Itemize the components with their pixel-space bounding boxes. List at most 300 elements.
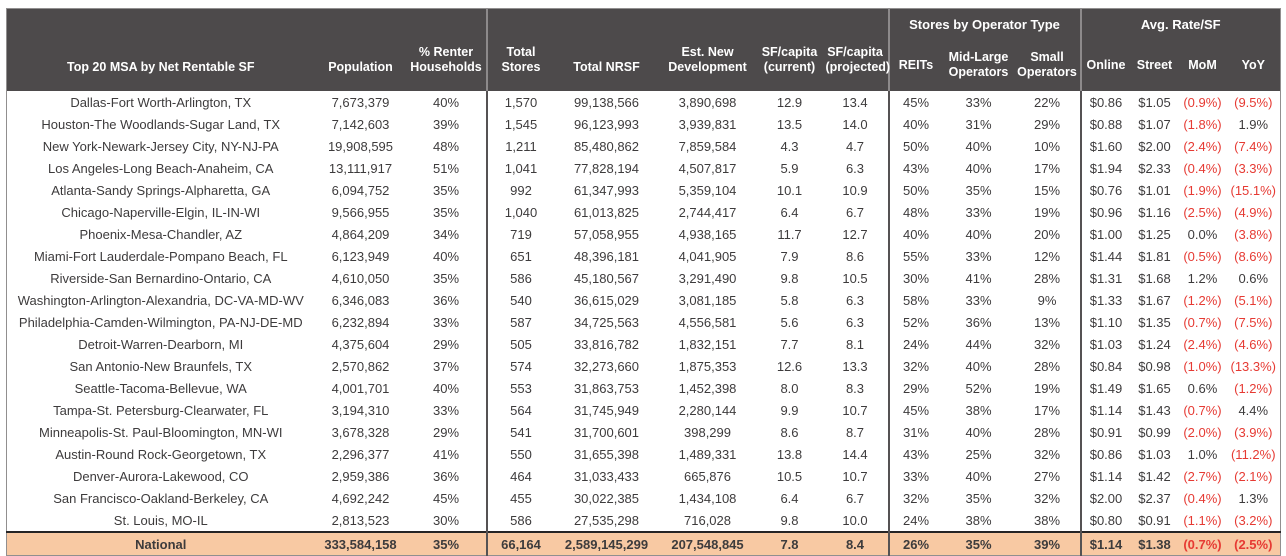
cell-total-nrsf: 30,022,385 bbox=[555, 487, 659, 509]
cell-rate-mom: (2.4%) bbox=[1179, 135, 1227, 157]
cell-rate-mom: (1.9%) bbox=[1179, 179, 1227, 201]
cell-total-nrsf: 99,138,566 bbox=[555, 91, 659, 113]
cell-total-nrsf: 36,615,029 bbox=[555, 289, 659, 311]
cell-sf-capita-current: 5.8 bbox=[757, 289, 823, 311]
group-header-avg-rate-sf: Avg. Rate/SF bbox=[1081, 9, 1281, 40]
cell-reits: 40% bbox=[889, 223, 943, 245]
cell-rate-mom: (1.1%) bbox=[1179, 509, 1227, 532]
cell-reits: 50% bbox=[889, 135, 943, 157]
cell-sf-capita-current: 13.8 bbox=[757, 443, 823, 465]
cell-rate-mom: (2.0%) bbox=[1179, 421, 1227, 443]
table-row bbox=[7, 465, 1281, 487]
cell-rate-mom: (0.9%) bbox=[1179, 91, 1227, 113]
table-row bbox=[7, 113, 1281, 135]
cell-rate-street: $1.42 bbox=[1131, 465, 1179, 487]
msa-storage-table bbox=[6, 8, 1280, 556]
cell-total-nrsf: 96,123,993 bbox=[555, 113, 659, 135]
col-header-small-operators: Small Operators bbox=[1015, 39, 1081, 91]
cell-est-new-development: 3,081,185 bbox=[659, 289, 757, 311]
cell-pct-renter-households: 41% bbox=[407, 443, 487, 465]
cell-msa: Washington-Arlington-Alexandria, DC-VA-MD-WV bbox=[7, 289, 315, 311]
cell-total-nrsf: 61,013,825 bbox=[555, 201, 659, 223]
cell-rate-online: $1.60 bbox=[1081, 135, 1131, 157]
cell-total-nrsf: 34,725,563 bbox=[555, 311, 659, 333]
table-row bbox=[7, 421, 1281, 443]
cell-sf-capita-current: 9.8 bbox=[757, 509, 823, 532]
cell-population: 9,566,955 bbox=[315, 201, 407, 223]
group-header-stores-by-operator-type: Stores by Operator Type bbox=[889, 9, 1081, 40]
cell-rate-online: $1.10 bbox=[1081, 311, 1131, 333]
cell-small-operators: 32% bbox=[1015, 333, 1081, 355]
cell-total-nrsf: 31,655,398 bbox=[555, 443, 659, 465]
cell-mid-large-operators: 36% bbox=[943, 311, 1015, 333]
cell-est-new-development: 4,507,817 bbox=[659, 157, 757, 179]
table-row bbox=[7, 333, 1281, 355]
cell-est-new-development: 4,556,581 bbox=[659, 311, 757, 333]
cell-est-new-development: 1,832,151 bbox=[659, 333, 757, 355]
cell-est-new-development: 5,359,104 bbox=[659, 179, 757, 201]
cell-small-operators: 17% bbox=[1015, 399, 1081, 421]
cell-total-stores: 651 bbox=[487, 245, 555, 267]
table-row bbox=[7, 267, 1281, 289]
cell-reits: 45% bbox=[889, 91, 943, 113]
cell-population: 6,346,083 bbox=[315, 289, 407, 311]
cell-population: 7,673,379 bbox=[315, 91, 407, 113]
cell-msa: Austin-Round Rock-Georgetown, TX bbox=[7, 443, 315, 465]
cell-reits: 50% bbox=[889, 179, 943, 201]
cell-rate-street: $0.91 bbox=[1131, 509, 1179, 532]
cell-rate-online: $0.76 bbox=[1081, 179, 1131, 201]
cell-small-operators: 17% bbox=[1015, 157, 1081, 179]
cell-small-operators: 19% bbox=[1015, 377, 1081, 399]
cell-rate-yoy: 4.4% bbox=[1227, 399, 1281, 421]
cell-mid-large-operators: 35% bbox=[943, 179, 1015, 201]
cell-pct-renter-households: 37% bbox=[407, 355, 487, 377]
cell-rate-yoy: (7.4%) bbox=[1227, 135, 1281, 157]
cell-sf-capita-current: 11.7 bbox=[757, 223, 823, 245]
cell-sf-capita-projected: 8.1 bbox=[823, 333, 889, 355]
cell-est-new-development: 7,859,584 bbox=[659, 135, 757, 157]
cell-sf-capita-current: 5.9 bbox=[757, 157, 823, 179]
cell-rate-street: $1.05 bbox=[1131, 91, 1179, 113]
cell-rate-street: $1.68 bbox=[1131, 267, 1179, 289]
cell-total-stores: 1,211 bbox=[487, 135, 555, 157]
cell-est-new-development: 1,875,353 bbox=[659, 355, 757, 377]
cell-population: 2,813,523 bbox=[315, 509, 407, 532]
cell-rate-online: $0.80 bbox=[1081, 509, 1131, 532]
cell-small-operators: 32% bbox=[1015, 487, 1081, 509]
cell-sf-capita-current: 7.9 bbox=[757, 245, 823, 267]
cell-rate-mom: (0.7%) bbox=[1179, 532, 1227, 556]
cell-rate-street: $1.24 bbox=[1131, 333, 1179, 355]
cell-total-stores: 586 bbox=[487, 509, 555, 532]
cell-pct-renter-households: 36% bbox=[407, 465, 487, 487]
cell-rate-yoy: (3.3%) bbox=[1227, 157, 1281, 179]
cell-sf-capita-projected: 4.7 bbox=[823, 135, 889, 157]
table-row bbox=[7, 91, 1281, 113]
cell-msa: St. Louis, MO-IL bbox=[7, 509, 315, 532]
table-body bbox=[7, 91, 1281, 556]
cell-rate-yoy: (8.6%) bbox=[1227, 245, 1281, 267]
col-header-street: Street bbox=[1131, 39, 1179, 91]
cell-population: 3,678,328 bbox=[315, 421, 407, 443]
cell-rate-online: $2.00 bbox=[1081, 487, 1131, 509]
cell-mid-large-operators: 44% bbox=[943, 333, 1015, 355]
cell-sf-capita-projected: 8.7 bbox=[823, 421, 889, 443]
cell-pct-renter-households: 39% bbox=[407, 113, 487, 135]
cell-mid-large-operators: 52% bbox=[943, 377, 1015, 399]
cell-rate-mom: (1.0%) bbox=[1179, 355, 1227, 377]
cell-sf-capita-current: 13.5 bbox=[757, 113, 823, 135]
cell-population: 4,692,242 bbox=[315, 487, 407, 509]
cell-total-nrsf: 2,589,145,299 bbox=[555, 532, 659, 556]
cell-sf-capita-current: 9.9 bbox=[757, 399, 823, 421]
cell-population: 3,194,310 bbox=[315, 399, 407, 421]
cell-rate-yoy: (4.6%) bbox=[1227, 333, 1281, 355]
cell-rate-street: $1.03 bbox=[1131, 443, 1179, 465]
cell-small-operators: 19% bbox=[1015, 201, 1081, 223]
cell-rate-yoy: 1.9% bbox=[1227, 113, 1281, 135]
cell-rate-street: $1.43 bbox=[1131, 399, 1179, 421]
cell-rate-yoy: (7.5%) bbox=[1227, 311, 1281, 333]
cell-population: 7,142,603 bbox=[315, 113, 407, 135]
cell-sf-capita-projected: 10.0 bbox=[823, 509, 889, 532]
cell-rate-street: $2.33 bbox=[1131, 157, 1179, 179]
cell-rate-street: $1.16 bbox=[1131, 201, 1179, 223]
cell-reits: 33% bbox=[889, 465, 943, 487]
cell-est-new-development: 716,028 bbox=[659, 509, 757, 532]
cell-rate-mom: (1.2%) bbox=[1179, 289, 1227, 311]
cell-rate-mom: 1.2% bbox=[1179, 267, 1227, 289]
cell-total-stores: 550 bbox=[487, 443, 555, 465]
cell-pct-renter-households: 40% bbox=[407, 245, 487, 267]
cell-rate-online: $0.88 bbox=[1081, 113, 1131, 135]
cell-msa: Phoenix-Mesa-Chandler, AZ bbox=[7, 223, 315, 245]
cell-msa: New York-Newark-Jersey City, NY-NJ-PA bbox=[7, 135, 315, 157]
cell-est-new-development: 4,938,165 bbox=[659, 223, 757, 245]
cell-sf-capita-projected: 14.4 bbox=[823, 443, 889, 465]
cell-rate-yoy: (11.2%) bbox=[1227, 443, 1281, 465]
cell-pct-renter-households: 29% bbox=[407, 421, 487, 443]
table-row bbox=[7, 135, 1281, 157]
table-row bbox=[7, 245, 1281, 267]
cell-rate-mom: (0.4%) bbox=[1179, 157, 1227, 179]
cell-sf-capita-projected: 8.4 bbox=[823, 532, 889, 556]
cell-est-new-development: 2,744,417 bbox=[659, 201, 757, 223]
cell-population: 6,123,949 bbox=[315, 245, 407, 267]
cell-total-nrsf: 32,273,660 bbox=[555, 355, 659, 377]
cell-total-stores: 553 bbox=[487, 377, 555, 399]
table-row bbox=[7, 311, 1281, 333]
table-row bbox=[7, 509, 1281, 532]
cell-rate-mom: (1.8%) bbox=[1179, 113, 1227, 135]
cell-sf-capita-projected: 6.3 bbox=[823, 311, 889, 333]
data-table bbox=[6, 8, 1281, 556]
cell-total-stores: 541 bbox=[487, 421, 555, 443]
cell-rate-online: $1.31 bbox=[1081, 267, 1131, 289]
cell-total-stores: 719 bbox=[487, 223, 555, 245]
cell-rate-street: $1.01 bbox=[1131, 179, 1179, 201]
cell-est-new-development: 3,890,698 bbox=[659, 91, 757, 113]
cell-est-new-development: 3,291,490 bbox=[659, 267, 757, 289]
cell-total-stores: 505 bbox=[487, 333, 555, 355]
cell-rate-street: $1.38 bbox=[1131, 532, 1179, 556]
cell-rate-online: $1.49 bbox=[1081, 377, 1131, 399]
cell-est-new-development: 2,280,144 bbox=[659, 399, 757, 421]
cell-rate-yoy: (3.8%) bbox=[1227, 223, 1281, 245]
cell-msa: Atlanta-Sandy Springs-Alpharetta, GA bbox=[7, 179, 315, 201]
cell-sf-capita-projected: 10.5 bbox=[823, 267, 889, 289]
cell-mid-large-operators: 35% bbox=[943, 487, 1015, 509]
cell-msa: San Antonio-New Braunfels, TX bbox=[7, 355, 315, 377]
cell-rate-online: $0.86 bbox=[1081, 91, 1131, 113]
cell-small-operators: 9% bbox=[1015, 289, 1081, 311]
cell-sf-capita-projected: 6.7 bbox=[823, 201, 889, 223]
cell-rate-street: $0.99 bbox=[1131, 421, 1179, 443]
cell-population: 6,094,752 bbox=[315, 179, 407, 201]
cell-rate-online: $1.00 bbox=[1081, 223, 1131, 245]
cell-small-operators: 32% bbox=[1015, 443, 1081, 465]
cell-msa: Philadelphia-Camden-Wilmington, PA-NJ-DE-MD bbox=[7, 311, 315, 333]
cell-small-operators: 27% bbox=[1015, 465, 1081, 487]
col-header-mom: MoM bbox=[1179, 39, 1227, 91]
cell-rate-online: $0.91 bbox=[1081, 421, 1131, 443]
cell-rate-yoy: 1.3% bbox=[1227, 487, 1281, 509]
cell-total-stores: 66,164 bbox=[487, 532, 555, 556]
cell-sf-capita-projected: 10.7 bbox=[823, 465, 889, 487]
cell-small-operators: 28% bbox=[1015, 355, 1081, 377]
cell-total-nrsf: 31,033,433 bbox=[555, 465, 659, 487]
cell-mid-large-operators: 33% bbox=[943, 91, 1015, 113]
cell-total-nrsf: 31,863,753 bbox=[555, 377, 659, 399]
cell-sf-capita-current: 7.8 bbox=[757, 532, 823, 556]
cell-msa: Miami-Fort Lauderdale-Pompano Beach, FL bbox=[7, 245, 315, 267]
cell-population: 333,584,158 bbox=[315, 532, 407, 556]
cell-population: 2,959,386 bbox=[315, 465, 407, 487]
cell-pct-renter-households: 29% bbox=[407, 333, 487, 355]
cell-reits: 55% bbox=[889, 245, 943, 267]
cell-rate-online: $1.44 bbox=[1081, 245, 1131, 267]
cell-sf-capita-current: 4.3 bbox=[757, 135, 823, 157]
cell-pct-renter-households: 33% bbox=[407, 399, 487, 421]
col-header-pct-renter-households: % Renter Households bbox=[407, 9, 487, 92]
table-row bbox=[7, 179, 1281, 201]
cell-total-stores: 1,041 bbox=[487, 157, 555, 179]
cell-reits: 24% bbox=[889, 333, 943, 355]
cell-sf-capita-current: 10.5 bbox=[757, 465, 823, 487]
cell-reits: 32% bbox=[889, 487, 943, 509]
cell-rate-online: $0.96 bbox=[1081, 201, 1131, 223]
col-header-total-nrsf: Total NRSF bbox=[555, 9, 659, 92]
cell-small-operators: 12% bbox=[1015, 245, 1081, 267]
cell-sf-capita-projected: 13.4 bbox=[823, 91, 889, 113]
cell-population: 2,570,862 bbox=[315, 355, 407, 377]
cell-est-new-development: 1,489,331 bbox=[659, 443, 757, 465]
cell-est-new-development: 3,939,831 bbox=[659, 113, 757, 135]
cell-pct-renter-households: 36% bbox=[407, 289, 487, 311]
cell-total-stores: 1,570 bbox=[487, 91, 555, 113]
cell-mid-large-operators: 40% bbox=[943, 465, 1015, 487]
cell-rate-street: $1.67 bbox=[1131, 289, 1179, 311]
cell-reits: 45% bbox=[889, 399, 943, 421]
cell-rate-yoy: (3.2%) bbox=[1227, 509, 1281, 532]
cell-population: 2,296,377 bbox=[315, 443, 407, 465]
cell-est-new-development: 4,041,905 bbox=[659, 245, 757, 267]
cell-msa: Riverside-San Bernardino-Ontario, CA bbox=[7, 267, 315, 289]
cell-rate-street: $1.81 bbox=[1131, 245, 1179, 267]
cell-rate-mom: 1.0% bbox=[1179, 443, 1227, 465]
cell-total-nrsf: 48,396,181 bbox=[555, 245, 659, 267]
cell-reits: 58% bbox=[889, 289, 943, 311]
cell-msa: Denver-Aurora-Lakewood, CO bbox=[7, 465, 315, 487]
cell-population: 4,864,209 bbox=[315, 223, 407, 245]
table-row bbox=[7, 289, 1281, 311]
cell-sf-capita-current: 8.6 bbox=[757, 421, 823, 443]
cell-rate-street: $1.07 bbox=[1131, 113, 1179, 135]
cell-total-nrsf: 85,480,862 bbox=[555, 135, 659, 157]
cell-sf-capita-projected: 14.0 bbox=[823, 113, 889, 135]
cell-sf-capita-projected: 6.3 bbox=[823, 157, 889, 179]
cell-rate-online: $1.03 bbox=[1081, 333, 1131, 355]
cell-mid-large-operators: 40% bbox=[943, 157, 1015, 179]
col-header-population: Population bbox=[315, 9, 407, 92]
cell-rate-online: $0.86 bbox=[1081, 443, 1131, 465]
cell-rate-mom: 0.6% bbox=[1179, 377, 1227, 399]
cell-rate-street: $1.65 bbox=[1131, 377, 1179, 399]
cell-sf-capita-current: 5.6 bbox=[757, 311, 823, 333]
cell-est-new-development: 665,876 bbox=[659, 465, 757, 487]
cell-msa: San Francisco-Oakland-Berkeley, CA bbox=[7, 487, 315, 509]
cell-small-operators: 28% bbox=[1015, 421, 1081, 443]
cell-rate-mom: (0.7%) bbox=[1179, 399, 1227, 421]
col-header-msa: Top 20 MSA by Net Rentable SF bbox=[7, 9, 315, 92]
cell-rate-online: $1.33 bbox=[1081, 289, 1131, 311]
cell-rate-street: $1.25 bbox=[1131, 223, 1179, 245]
cell-rate-yoy: 0.6% bbox=[1227, 267, 1281, 289]
cell-total-nrsf: 27,535,298 bbox=[555, 509, 659, 532]
cell-rate-yoy: (2.1%) bbox=[1227, 465, 1281, 487]
cell-msa: Detroit-Warren-Dearborn, MI bbox=[7, 333, 315, 355]
cell-pct-renter-households: 34% bbox=[407, 223, 487, 245]
cell-small-operators: 13% bbox=[1015, 311, 1081, 333]
cell-mid-large-operators: 38% bbox=[943, 509, 1015, 532]
cell-small-operators: 15% bbox=[1015, 179, 1081, 201]
cell-rate-yoy: (1.2%) bbox=[1227, 377, 1281, 399]
cell-mid-large-operators: 25% bbox=[943, 443, 1015, 465]
cell-small-operators: 22% bbox=[1015, 91, 1081, 113]
cell-sf-capita-current: 9.8 bbox=[757, 267, 823, 289]
cell-mid-large-operators: 35% bbox=[943, 532, 1015, 556]
table-row bbox=[7, 355, 1281, 377]
group-header-row bbox=[7, 9, 1281, 40]
col-header-sf-capita-projected: SF/capita (projected) bbox=[823, 9, 889, 92]
cell-msa: Seattle-Tacoma-Bellevue, WA bbox=[7, 377, 315, 399]
cell-reits: 29% bbox=[889, 377, 943, 399]
cell-mid-large-operators: 33% bbox=[943, 289, 1015, 311]
cell-total-nrsf: 77,828,194 bbox=[555, 157, 659, 179]
cell-sf-capita-projected: 6.3 bbox=[823, 289, 889, 311]
cell-rate-street: $1.35 bbox=[1131, 311, 1179, 333]
table-row bbox=[7, 377, 1281, 399]
cell-msa: Los Angeles-Long Beach-Anaheim, CA bbox=[7, 157, 315, 179]
col-header-yoy: YoY bbox=[1227, 39, 1281, 91]
cell-sf-capita-current: 12.6 bbox=[757, 355, 823, 377]
cell-total-nrsf: 57,058,955 bbox=[555, 223, 659, 245]
cell-msa: National bbox=[7, 532, 315, 556]
cell-total-stores: 1,545 bbox=[487, 113, 555, 135]
cell-mid-large-operators: 38% bbox=[943, 399, 1015, 421]
cell-mid-large-operators: 41% bbox=[943, 267, 1015, 289]
table-row bbox=[7, 157, 1281, 179]
cell-small-operators: 28% bbox=[1015, 267, 1081, 289]
cell-sf-capita-current: 6.4 bbox=[757, 201, 823, 223]
cell-population: 4,001,701 bbox=[315, 377, 407, 399]
cell-reits: 43% bbox=[889, 157, 943, 179]
col-header-online: Online bbox=[1081, 39, 1131, 91]
cell-pct-renter-households: 33% bbox=[407, 311, 487, 333]
table-row bbox=[7, 399, 1281, 421]
cell-rate-yoy: (15.1%) bbox=[1227, 179, 1281, 201]
cell-rate-online: $1.14 bbox=[1081, 399, 1131, 421]
cell-rate-yoy: (5.1%) bbox=[1227, 289, 1281, 311]
cell-est-new-development: 207,548,845 bbox=[659, 532, 757, 556]
cell-pct-renter-households: 30% bbox=[407, 509, 487, 532]
col-header-total-stores: Total Stores bbox=[487, 9, 555, 92]
cell-reits: 52% bbox=[889, 311, 943, 333]
cell-pct-renter-households: 40% bbox=[407, 377, 487, 399]
cell-total-nrsf: 31,700,601 bbox=[555, 421, 659, 443]
cell-pct-renter-households: 35% bbox=[407, 179, 487, 201]
cell-msa: Houston-The Woodlands-Sugar Land, TX bbox=[7, 113, 315, 135]
cell-sf-capita-current: 6.4 bbox=[757, 487, 823, 509]
cell-sf-capita-projected: 10.7 bbox=[823, 399, 889, 421]
cell-small-operators: 38% bbox=[1015, 509, 1081, 532]
table-header bbox=[7, 9, 1281, 92]
cell-total-stores: 586 bbox=[487, 267, 555, 289]
cell-total-stores: 540 bbox=[487, 289, 555, 311]
cell-rate-yoy: (4.9%) bbox=[1227, 201, 1281, 223]
cell-rate-mom: (2.4%) bbox=[1179, 333, 1227, 355]
cell-msa: Minneapolis-St. Paul-Bloomington, MN-WI bbox=[7, 421, 315, 443]
cell-total-stores: 464 bbox=[487, 465, 555, 487]
cell-sf-capita-projected: 8.6 bbox=[823, 245, 889, 267]
cell-rate-street: $0.98 bbox=[1131, 355, 1179, 377]
cell-msa: Chicago-Naperville-Elgin, IL-IN-WI bbox=[7, 201, 315, 223]
col-header-sf-capita-current: SF/capita (current) bbox=[757, 9, 823, 92]
cell-total-nrsf: 45,180,567 bbox=[555, 267, 659, 289]
cell-sf-capita-projected: 12.7 bbox=[823, 223, 889, 245]
table-row bbox=[7, 487, 1281, 509]
cell-pct-renter-households: 35% bbox=[407, 532, 487, 556]
cell-mid-large-operators: 33% bbox=[943, 245, 1015, 267]
cell-small-operators: 29% bbox=[1015, 113, 1081, 135]
cell-small-operators: 10% bbox=[1015, 135, 1081, 157]
cell-mid-large-operators: 33% bbox=[943, 201, 1015, 223]
cell-total-stores: 587 bbox=[487, 311, 555, 333]
cell-rate-online: $1.14 bbox=[1081, 465, 1131, 487]
table-row bbox=[7, 443, 1281, 465]
cell-est-new-development: 398,299 bbox=[659, 421, 757, 443]
cell-reits: 40% bbox=[889, 113, 943, 135]
cell-total-stores: 992 bbox=[487, 179, 555, 201]
cell-reits: 24% bbox=[889, 509, 943, 532]
cell-rate-street: $2.37 bbox=[1131, 487, 1179, 509]
cell-rate-yoy: (13.3%) bbox=[1227, 355, 1281, 377]
col-header-reits: REITs bbox=[889, 39, 943, 91]
cell-small-operators: 39% bbox=[1015, 532, 1081, 556]
cell-rate-yoy: (3.9%) bbox=[1227, 421, 1281, 443]
cell-mid-large-operators: 40% bbox=[943, 421, 1015, 443]
